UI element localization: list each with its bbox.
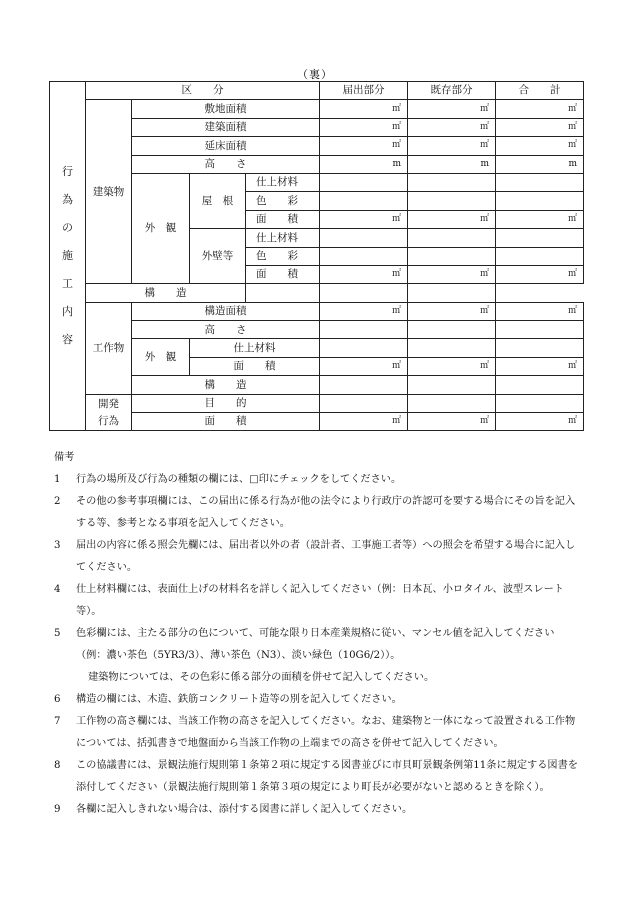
remark-item <box>54 535 584 579</box>
remark-text: 色彩欄には、主たる部分の色について、可能な限り日本産業規格に従い、マンセル値を記入してください（例：濃い茶色（5YR3/3）、薄い茶色（N3）、淡い緑色（10G6/2））。 <box>76 628 555 661</box>
remarks-title: 備考 <box>54 452 75 463</box>
building-structure-gokei[interactable] <box>408 284 496 302</box>
floor-area-label: 延床面積 <box>132 137 320 155</box>
remark-number: 6 <box>54 694 61 705</box>
remark-item <box>54 491 584 535</box>
notification-table <box>49 81 584 431</box>
structure-structure-gokei[interactable] <box>496 376 584 394</box>
remark-text: 仕上材料欄には、表面仕上げの材料名を詳しく記入してください（例：日本瓦、小ロタイル、波型スレート等）。 <box>76 584 564 617</box>
table-row <box>50 100 584 118</box>
building-height-label: 高 さ <box>132 155 320 173</box>
floor-area-todokede[interactable]: ㎡ <box>320 137 408 155</box>
development-purpose-label: 目 的 <box>132 394 320 412</box>
header-kubun: 区 分 <box>86 82 320 100</box>
remark-text: その他の参考事項欄には、この届出に係る行為が他の法令により行政庁の許認可を要する場合にその旨を記入する等、参考となる事項を記入してください。 <box>76 496 576 529</box>
vertical-char: 為 <box>62 193 73 207</box>
wall-area-label: 面 積 <box>246 265 320 283</box>
remark-item <box>54 469 584 491</box>
structure-material-label: 仕上材料 <box>190 339 320 357</box>
building-area-label: 建築面積 <box>132 118 320 136</box>
development-area-label: 面 積 <box>132 413 320 431</box>
development-label-line1: 開発 <box>98 397 119 410</box>
wall-material-gokei[interactable] <box>496 229 584 247</box>
structure-structure-todokede[interactable] <box>320 376 408 394</box>
wall-material-label: 仕上材料 <box>246 229 320 247</box>
structure-height-gokei[interactable] <box>496 321 584 339</box>
development-area-kizon[interactable]: ㎡ <box>408 413 496 431</box>
development-purpose-gokei[interactable] <box>496 394 584 412</box>
structure-appearance-label: 外 観 <box>132 339 190 376</box>
development-label <box>86 394 132 431</box>
building-height-todokede[interactable]: m <box>320 155 408 173</box>
structure-area-label: 構造面積 <box>132 302 320 320</box>
remark-number: 4 <box>54 584 61 595</box>
building-label: 建築物 <box>86 100 132 284</box>
roof-material-gokei[interactable] <box>496 173 584 191</box>
development-area-todokede[interactable]: ㎡ <box>320 413 408 431</box>
structure-material-todokede[interactable] <box>320 339 408 357</box>
site-area-label: 敷地面積 <box>132 100 320 118</box>
site-area-todokede[interactable]: ㎡ <box>320 100 408 118</box>
structure-area-todokede[interactable]: ㎡ <box>320 302 408 320</box>
structure-appearance-area-kizon[interactable]: ㎡ <box>408 357 496 375</box>
structure-area-kizon[interactable]: ㎡ <box>408 302 496 320</box>
vertical-char: 内 <box>62 305 73 319</box>
roof-color-gokei[interactable] <box>496 192 584 210</box>
development-label-line2: 行為 <box>98 414 119 427</box>
remark-item <box>54 623 584 689</box>
remark-number: 5 <box>54 628 61 639</box>
wall-color-gokei[interactable] <box>496 247 584 265</box>
structure-appearance-area-todokede[interactable]: ㎡ <box>320 357 408 375</box>
remark-text: 工作物の高さ欄には、当該工作物の高さを記入してください。なお、建築物と一体になって設置される工作物については、括弧書きで地盤面から当該工作物の上端までの高さを併せて記入してください。 <box>76 716 576 749</box>
structure-height-kizon[interactable] <box>408 321 496 339</box>
wall-color-kizon[interactable] <box>408 247 496 265</box>
vertical-char: の <box>62 221 73 235</box>
building-structure-kizon[interactable] <box>320 284 408 302</box>
remark-number: 1 <box>54 474 61 485</box>
site-area-kizon[interactable]: ㎡ <box>408 100 496 118</box>
building-height-gokei[interactable]: m <box>496 155 584 173</box>
wall-area-todokede[interactable]: ㎡ <box>320 265 408 283</box>
roof-area-todokede[interactable]: ㎡ <box>320 210 408 228</box>
remarks-section <box>54 447 584 821</box>
structure-material-gokei[interactable] <box>496 339 584 357</box>
remark-number: 7 <box>54 716 61 727</box>
roof-area-label: 面 積 <box>246 210 320 228</box>
building-structure-label: 構 造 <box>86 284 246 302</box>
remark-text: 構造の欄には、木造、鉄筋コンクリート造等の別を記入してください。 <box>76 694 402 705</box>
structure-area-gokei[interactable]: ㎡ <box>496 302 584 320</box>
remark-text: 届出の内容に係る照会先欄には、届出者以外の者（設計者、工事施工者等）への照会を希望する場合に記入してください。 <box>76 540 576 573</box>
table-row <box>50 284 584 302</box>
remark-number: 3 <box>54 540 61 551</box>
vertical-char: 容 <box>62 333 73 347</box>
structure-appearance-area-label: 面 積 <box>190 357 320 375</box>
structure-height-todokede[interactable] <box>320 321 408 339</box>
building-area-gokei[interactable]: ㎡ <box>496 118 584 136</box>
header-todokede: 届出部分 <box>320 82 408 100</box>
table-row <box>50 302 584 320</box>
remark-item <box>54 689 584 711</box>
structure-height-label: 高 さ <box>132 321 320 339</box>
remark-text: 行為の場所及び行為の種類の欄には、□印にチェックをしてください。 <box>76 474 402 485</box>
wall-area-gokei[interactable]: ㎡ <box>496 265 584 283</box>
wall-label: 外壁等 <box>190 229 246 284</box>
roof-material-label: 仕上材料 <box>246 173 320 191</box>
header-gokei: 合 計 <box>496 82 584 100</box>
remark-text: 各欄に記入しきれない場合は、添付する図書に詳しく記入してください。 <box>76 804 413 815</box>
wall-color-label: 色 彩 <box>246 247 320 265</box>
vertical-char: 工 <box>62 277 73 291</box>
structure-structure-label: 構 造 <box>132 376 320 394</box>
vertical-char: 行 <box>62 165 73 179</box>
building-appearance-label: 外 観 <box>132 173 190 283</box>
floor-area-gokei[interactable]: ㎡ <box>496 137 584 155</box>
roof-label: 屋 根 <box>190 173 246 228</box>
table-header-row <box>50 82 584 100</box>
remark-item <box>54 711 584 755</box>
wall-material-kizon[interactable] <box>408 229 496 247</box>
remark-subtext: 建築物については、その色彩に係る部分の面積を併せて記入してください。 <box>88 672 435 683</box>
header-kizon: 既存部分 <box>408 82 496 100</box>
building-structure-todokede[interactable] <box>246 284 320 302</box>
roof-color-kizon[interactable] <box>408 192 496 210</box>
roof-material-todokede[interactable] <box>320 173 408 191</box>
page-label: （裏） <box>297 68 333 81</box>
roof-color-todokede[interactable] <box>320 192 408 210</box>
outer-vertical-label <box>50 82 86 431</box>
wall-area-kizon[interactable]: ㎡ <box>408 265 496 283</box>
building-area-todokede[interactable]: ㎡ <box>320 118 408 136</box>
remark-number: 2 <box>54 496 61 507</box>
development-purpose-todokede[interactable] <box>320 394 408 412</box>
remark-item <box>54 579 584 623</box>
structure-obj-label: 工作物 <box>86 302 132 394</box>
roof-color-label: 色 彩 <box>246 192 320 210</box>
table-row <box>50 394 584 412</box>
development-area-gokei[interactable]: ㎡ <box>496 413 584 431</box>
wall-color-todokede[interactable] <box>320 247 408 265</box>
structure-appearance-area-gokei[interactable]: ㎡ <box>496 357 584 375</box>
building-height-kizon[interactable]: m <box>408 155 496 173</box>
roof-area-gokei[interactable]: ㎡ <box>496 210 584 228</box>
roof-area-kizon[interactable]: ㎡ <box>408 210 496 228</box>
site-area-gokei[interactable]: ㎡ <box>496 100 584 118</box>
roof-material-kizon[interactable] <box>408 173 496 191</box>
building-area-kizon[interactable]: ㎡ <box>408 118 496 136</box>
remark-number: 9 <box>54 804 61 815</box>
structure-structure-kizon[interactable] <box>408 376 496 394</box>
development-purpose-kizon[interactable] <box>408 394 496 412</box>
structure-material-kizon[interactable] <box>408 339 496 357</box>
remark-item <box>54 799 584 821</box>
floor-area-kizon[interactable]: ㎡ <box>408 137 496 155</box>
remark-text: この協議書には、景観法施行規則第１条第２項に規定する図書並びに市貝町景観条例第11条に規定する図書を添付してください（景観法施行規則第１条第３項の規定により町長が必要がないと認めるときを除く）。 <box>76 760 578 793</box>
remark-item <box>54 755 584 799</box>
vertical-char: 施 <box>62 249 73 263</box>
wall-material-todokede[interactable] <box>320 229 408 247</box>
remark-number: 8 <box>54 760 61 771</box>
